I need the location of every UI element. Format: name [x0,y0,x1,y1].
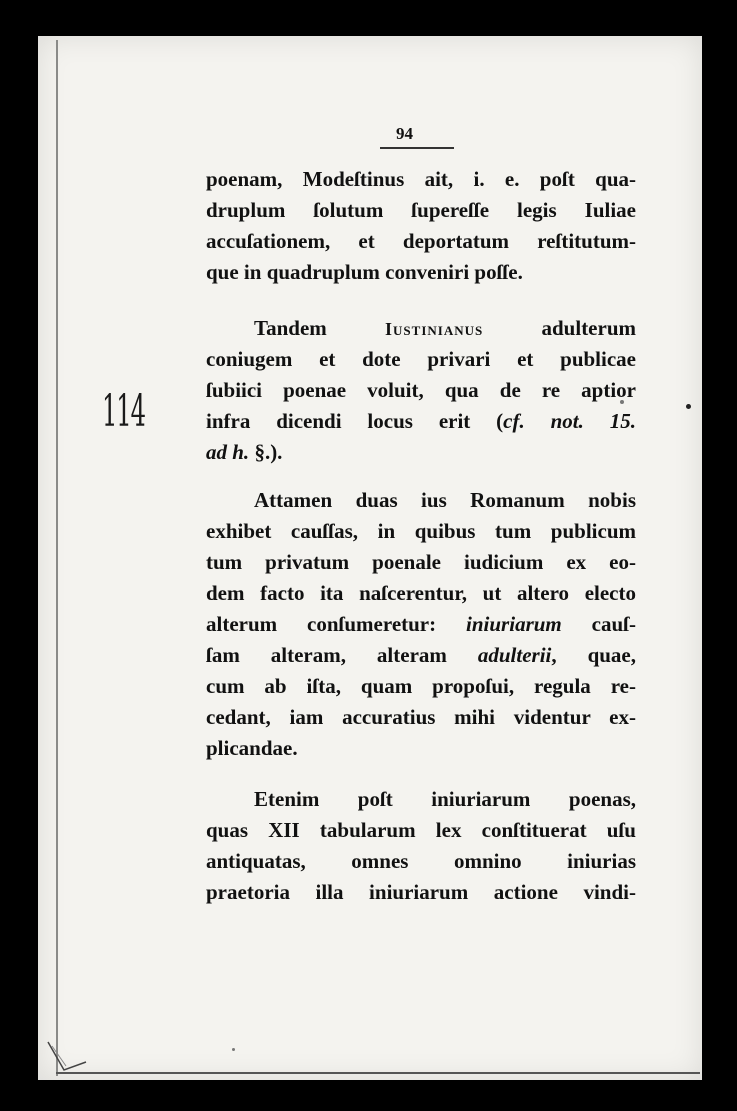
text-line: exhibet cauſſas, in quibus tum publicum [206,519,636,543]
author-name: Iustinianus [385,319,484,339]
text-line: cum ab iſta, quam propoſui, regula re- [206,674,636,698]
text-line: que in quadruplum conveniri poſſe. [206,260,523,284]
text-word: adulterum [541,316,636,340]
text-line: Etenim poſt iniuriarum poenas, [254,787,636,811]
text-line: praetoria illa iniuriarum actione vindi- [206,880,636,904]
text-word: alterum conſumeretur: [206,612,437,636]
scan-speck [232,1048,235,1051]
page-number: 94 [396,124,413,143]
reference: ad h. [206,440,250,464]
text-word: Tandem [254,316,327,340]
text-line: Attamen duas ius Romanum nobis [254,488,636,512]
text-word: §.). [249,440,283,464]
text-line: druplum ſolutum ſupereſſe legis Iuliae [206,198,636,222]
text-word: , quae, [551,643,636,667]
text-word: ſam alteram, alteram [206,643,447,667]
text-line [206,609,636,640]
page-gutter-line [56,40,58,1076]
text-line: accuſationem, et deportatum reſtitutum- [206,229,636,253]
page-bottom-edge [56,1072,700,1074]
emphasis: adulterii [477,643,552,667]
text-line: coniugem et dote privari et publicae [206,347,636,371]
text-line: dem facto ita naſcerentur, ut altero electo [206,581,636,605]
text-line [206,313,636,345]
text-line [206,640,636,671]
text-line: quas XII tabularum lex conſtituerat uſu [206,818,636,842]
text-line: plicandae. [206,736,298,760]
page-corner-fold [46,1040,96,1074]
scan-speck [686,404,691,409]
text-line: poenam, Modeſtinus ait, i. e. poſt qua- [206,167,636,191]
text-word: cauſ- [591,612,636,636]
text-line: tum privatum poenale iudicium ex eo- [206,550,636,574]
reference: cf. not. 15. [503,409,636,433]
text-line: ſubiici poenae voluit, qua de re aptior [206,378,636,402]
text-word: infra dicendi locus erit ( [206,409,504,433]
text-line: cedant, iam accuratius mihi videntur ex- [206,705,636,729]
handwritten-margin-note: 114 [102,386,145,437]
text-line [206,406,636,437]
text-line: antiquatas, omnes omnino iniurias [206,849,636,873]
text-line [206,437,636,468]
emphasis: iniuriarum [466,612,562,636]
page-number-rule [380,147,454,149]
